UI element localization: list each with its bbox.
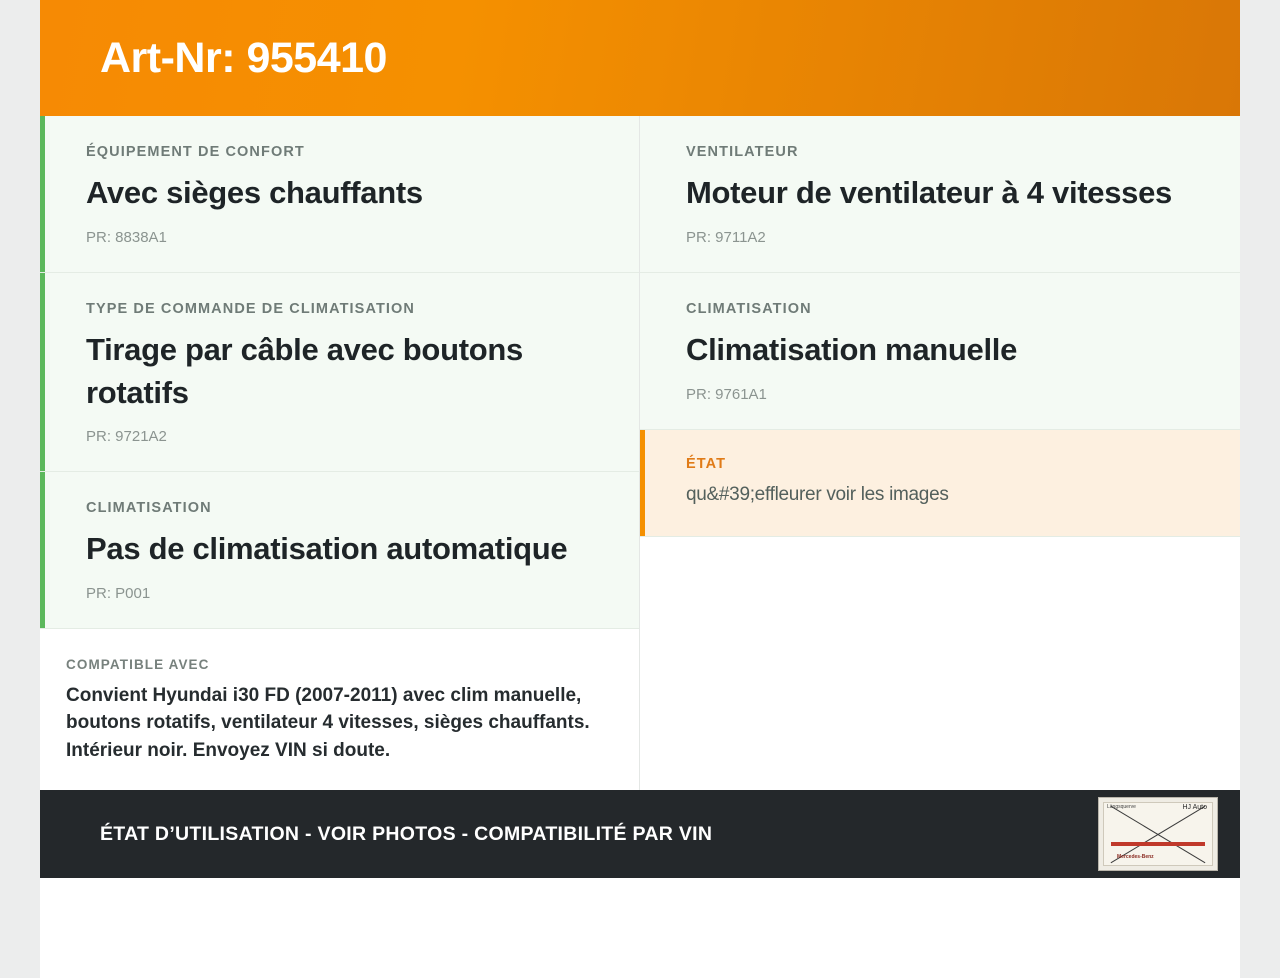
compatibility-card — [40, 629, 640, 790]
vehicle-plate-icon — [1098, 797, 1218, 871]
state-label: ÉTAT — [686, 455, 727, 472]
spec-pr-code: PR: 8838A1 — [86, 228, 167, 246]
footer-text: ÉTAT D’UTILISATION - VOIR PHOTOS - COMPATIBILITÉ PAR VIN — [100, 822, 713, 845]
compatibility-label: COMPATIBLE AVEC — [66, 657, 210, 673]
spec-pr-code: PR: 9761A1 — [686, 385, 767, 403]
spec-column-left — [40, 116, 640, 629]
spec-label: VENTILATEUR — [686, 144, 799, 160]
spec-pr-code: PR: P001 — [86, 585, 151, 603]
spec-label: CLIMATISATION — [86, 500, 212, 517]
spec-value: Climatisation manuelle — [686, 331, 1018, 367]
spec-label: TYPE DE COMMANDE DE CLIMATISATION — [86, 300, 415, 317]
compatibility-text: Convient Hyundai i30 FD (2007-2011) avec clim manuelle, boutons rotatifs, ventilateur 4 vitesses, sièges chauffants. Intérieur noir. Envoyez VIN si doute. — [66, 685, 590, 761]
state-value: qu&#39;effleurer voir les images — [686, 483, 949, 505]
plate-top-right-text: HJ Auto — [1182, 804, 1207, 812]
page-footer — [40, 790, 1240, 878]
spec-pr-code: PR: 9711A2 — [686, 228, 766, 246]
spec-grid — [40, 116, 1240, 629]
spec-label: ÉQUIPEMENT DE CONFORT — [86, 144, 305, 160]
spec-column-right — [640, 116, 1240, 537]
page-header — [40, 0, 1240, 116]
plate-red-bar — [1111, 842, 1205, 846]
page-title: Art-Nr: 955410 — [100, 33, 387, 82]
plate-bottom-text: Mercedes-Benz — [1117, 854, 1154, 861]
state-card — [640, 430, 1240, 538]
spec-value: Tirage par câble avec boutons rotatifs — [86, 331, 523, 410]
spec-card — [640, 273, 1240, 430]
plate-top-left-text: Längsquerve — [1107, 804, 1136, 811]
spec-card — [640, 116, 1240, 273]
compatibility-spacer — [640, 629, 1240, 790]
product-spec-sheet — [40, 0, 1240, 978]
compatibility-section — [40, 629, 1240, 790]
spec-card — [40, 116, 639, 273]
spec-pr-code: PR: 9721A2 — [86, 428, 167, 446]
spec-value: Pas de climatisation automatique — [86, 531, 568, 567]
spec-label: CLIMATISATION — [686, 300, 812, 317]
spec-value: Moteur de ventilateur à 4 vitesses — [686, 175, 1172, 210]
spec-card — [40, 472, 639, 629]
spec-value: Avec sièges chauffants — [86, 175, 423, 210]
spec-card — [40, 273, 639, 473]
